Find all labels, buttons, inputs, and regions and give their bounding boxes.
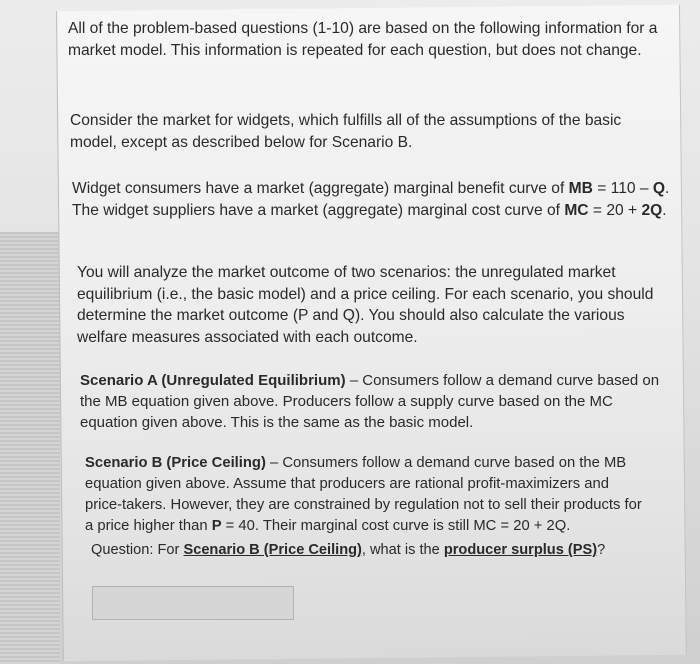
scenario-b-paragraph <box>85 453 645 537</box>
intro-paragraph <box>68 18 663 61</box>
question-prefix: Question: For <box>91 542 184 558</box>
scenario-b-text-2: = 40. Their marginal cost curve is still MC = 20 + 2Q. <box>221 518 571 534</box>
scenario-a-text: – Consumers follow a demand curve based on the MB equation given above. Producers follow a supply curve based on the MC equation given above. This is the same as the basic model. <box>80 372 660 431</box>
question-text <box>91 540 651 561</box>
scenario-a-paragraph <box>80 370 670 433</box>
question-scenario: Scenario B (Price Ceiling) <box>183 542 362 558</box>
analyze-text: You will analyze the market outcome of two scenarios: the unregulated market equilibrium (i.e., the basic model) and a price ceiling. For each scenario, you should determine the market outcome (P and Q). You should also calculate the various welfare measures associated with each outcome. <box>77 264 654 346</box>
scenario-a-title: Scenario A (Unregulated Equilibrium) <box>80 372 346 389</box>
q-symbol: Q <box>652 180 666 197</box>
answer-input[interactable] <box>92 586 294 620</box>
consider-text: Consider the market for widgets, which fulfills all of the assumptions of the basic model, except as described below for Scenario B. <box>70 112 622 151</box>
curves-text-2: = 110 – <box>592 180 653 197</box>
scenario-b-text-1: – Consumers follow a demand curve based on the MB equation given above. Assume that producers are rational profit-maximizers and price-takers. However, they are constrained by regulation not to sell their products for a price higher than <box>85 455 642 534</box>
analyze-paragraph <box>77 262 662 348</box>
intro-text: All of the problem-based questions (1-10) are based on the following information for a market model. This information is repeated for each question, but does not change. <box>68 20 658 59</box>
mc-symbol: MC <box>564 201 589 219</box>
curves-text-5: . <box>662 201 667 219</box>
p-symbol: P <box>211 518 222 534</box>
curves-paragraph <box>72 178 672 221</box>
curves-text-1: Widget consumers have a market (aggregate) marginal benefit curve of <box>72 180 569 197</box>
curves-text-3: . The widget suppliers have a market (aggregate) marginal cost curve of <box>72 180 670 219</box>
consider-paragraph <box>70 110 660 153</box>
question-measure: producer surplus (PS) <box>443 542 598 558</box>
two-q-symbol: 2Q <box>641 201 663 219</box>
left-edge-texture <box>0 232 60 664</box>
mb-symbol: MB <box>568 180 593 197</box>
scenario-b-title: Scenario B (Price Ceiling) <box>85 455 266 471</box>
question-middle: , what is the <box>361 542 444 558</box>
curves-text-4: = 20 + <box>588 201 642 219</box>
question-suffix: ? <box>597 542 606 558</box>
